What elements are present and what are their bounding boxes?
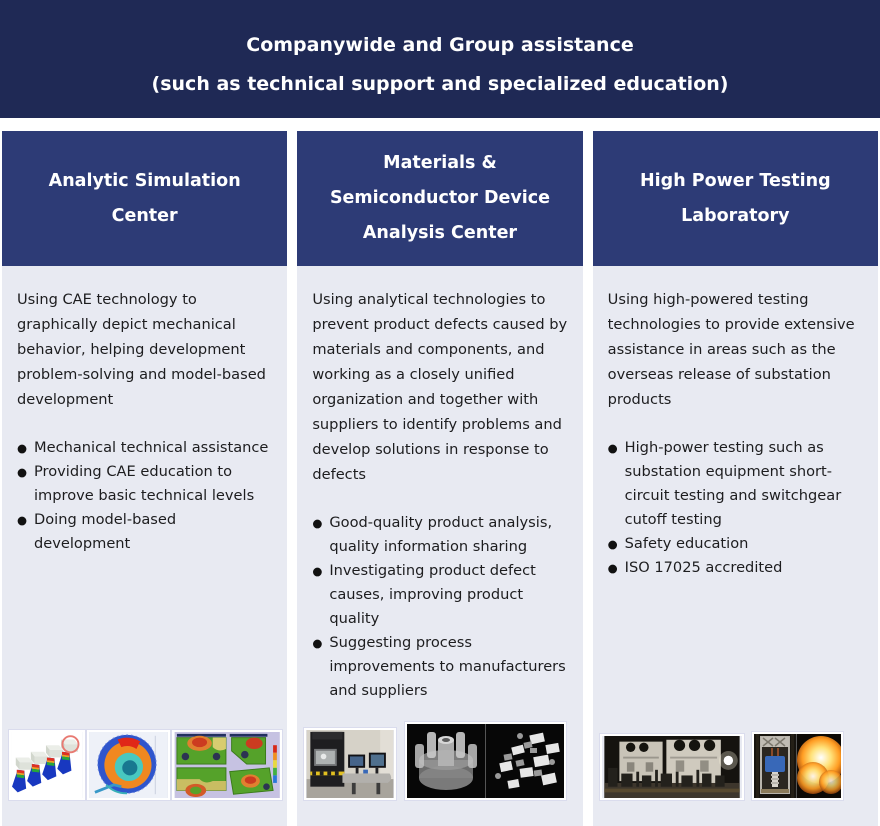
columns-container	[2, 131, 878, 826]
thumbnail-row	[600, 732, 873, 800]
column-title-high-power-testing	[593, 131, 878, 266]
column-body	[593, 266, 878, 826]
bullet-icon: ●	[312, 516, 323, 530]
arc-fireball-photo	[797, 734, 841, 798]
bullet-text: Providing CAE education to improve basic technical levels	[34, 463, 255, 504]
bullet-item	[608, 556, 863, 580]
bullet-list	[608, 436, 863, 580]
bullet-text: Doing model-based development	[34, 511, 177, 552]
title-line: Materials &	[383, 153, 497, 173]
cae-deformation-sequence-thumbnail	[9, 730, 85, 800]
bullet-text: Suggesting process improvements to manufacturers and suppliers	[329, 634, 566, 699]
bullet-item	[312, 631, 567, 703]
bullet-item	[17, 436, 272, 460]
column-high-power-testing-laboratory	[593, 131, 878, 826]
title-line: Semiconductor Device	[329, 188, 551, 208]
thumbnail-row	[9, 730, 282, 800]
bullet-icon: ●	[312, 564, 323, 578]
bullet-item	[17, 508, 272, 556]
column-materials-semiconductor-device-analysis-center	[297, 131, 582, 826]
bullet-list	[312, 511, 567, 703]
column-description: Using CAE technology to graphically depict mechanical behavior, helping development problem-solving and model-based development	[17, 291, 266, 408]
thumbnail-row	[304, 722, 577, 800]
column-body	[297, 266, 582, 826]
xray-component-scan-thumbnail	[486, 724, 564, 798]
bullet-item	[608, 436, 863, 532]
bullet-text: Investigating product defect causes, improving product quality	[329, 562, 536, 627]
bullet-text: Safety education	[624, 535, 749, 552]
bullet-icon: ●	[607, 561, 618, 575]
title-line: High Power Testing	[640, 170, 831, 191]
bullet-icon: ●	[607, 441, 618, 455]
bullet-icon: ●	[17, 465, 28, 479]
high-power-test-hall-photo	[600, 734, 744, 800]
bullet-text: ISO 17025 accredited	[624, 559, 783, 576]
title-line: Analysis Center	[362, 223, 518, 243]
fea-stress-quadrants-thumbnail	[172, 730, 283, 800]
bullet-icon: ●	[607, 537, 618, 551]
bullet-icon: ●	[17, 513, 28, 527]
banner	[0, 0, 880, 118]
bullet-text: Good-quality product analysis, quality information sharing	[329, 514, 553, 555]
ct-scan-cylindrical-part-thumbnail	[407, 724, 485, 798]
column-analytic-simulation-center	[2, 131, 287, 826]
ct-scan-image-pair	[405, 722, 566, 800]
banner-line2: (such as technical support and specialized education)	[151, 73, 729, 95]
column-description: Using high-powered testing technologies to provide extensive assistance in areas such as the overseas release of substation products	[607, 291, 855, 408]
title-line: Laboratory	[681, 205, 790, 226]
column-title-analytic-simulation	[2, 131, 287, 266]
bullet-list	[17, 436, 272, 556]
title-line: Analytic Simulation	[48, 170, 241, 191]
bullet-item	[608, 532, 863, 556]
switchgear-test-rig-photo	[754, 734, 796, 798]
bullet-item	[17, 460, 272, 508]
column-title-materials-analysis	[297, 131, 582, 266]
bullet-text: High-power testing such as substation equipment short-circuit testing and switchgear cutoff testing	[624, 439, 842, 528]
bullet-text: Mechanical technical assistance	[34, 439, 269, 456]
column-description: Using analytical technologies to prevent product defects caused by materials and components, and working as a closely unified organization and together with suppliers to identify problems and develop solutions in response to defects	[312, 291, 568, 483]
bullet-icon: ●	[17, 441, 28, 455]
banner-line1: Companywide and Group assistance	[246, 34, 634, 56]
cae-motor-stress-render-thumbnail	[87, 730, 170, 800]
arc-test-image-pair	[752, 732, 843, 800]
xray-ct-scanner-lab-photo	[304, 728, 396, 800]
bullet-item	[312, 511, 567, 559]
column-body	[2, 266, 287, 826]
title-line: Center	[111, 205, 178, 226]
bullet-icon: ●	[312, 636, 323, 650]
bullet-item	[312, 559, 567, 631]
